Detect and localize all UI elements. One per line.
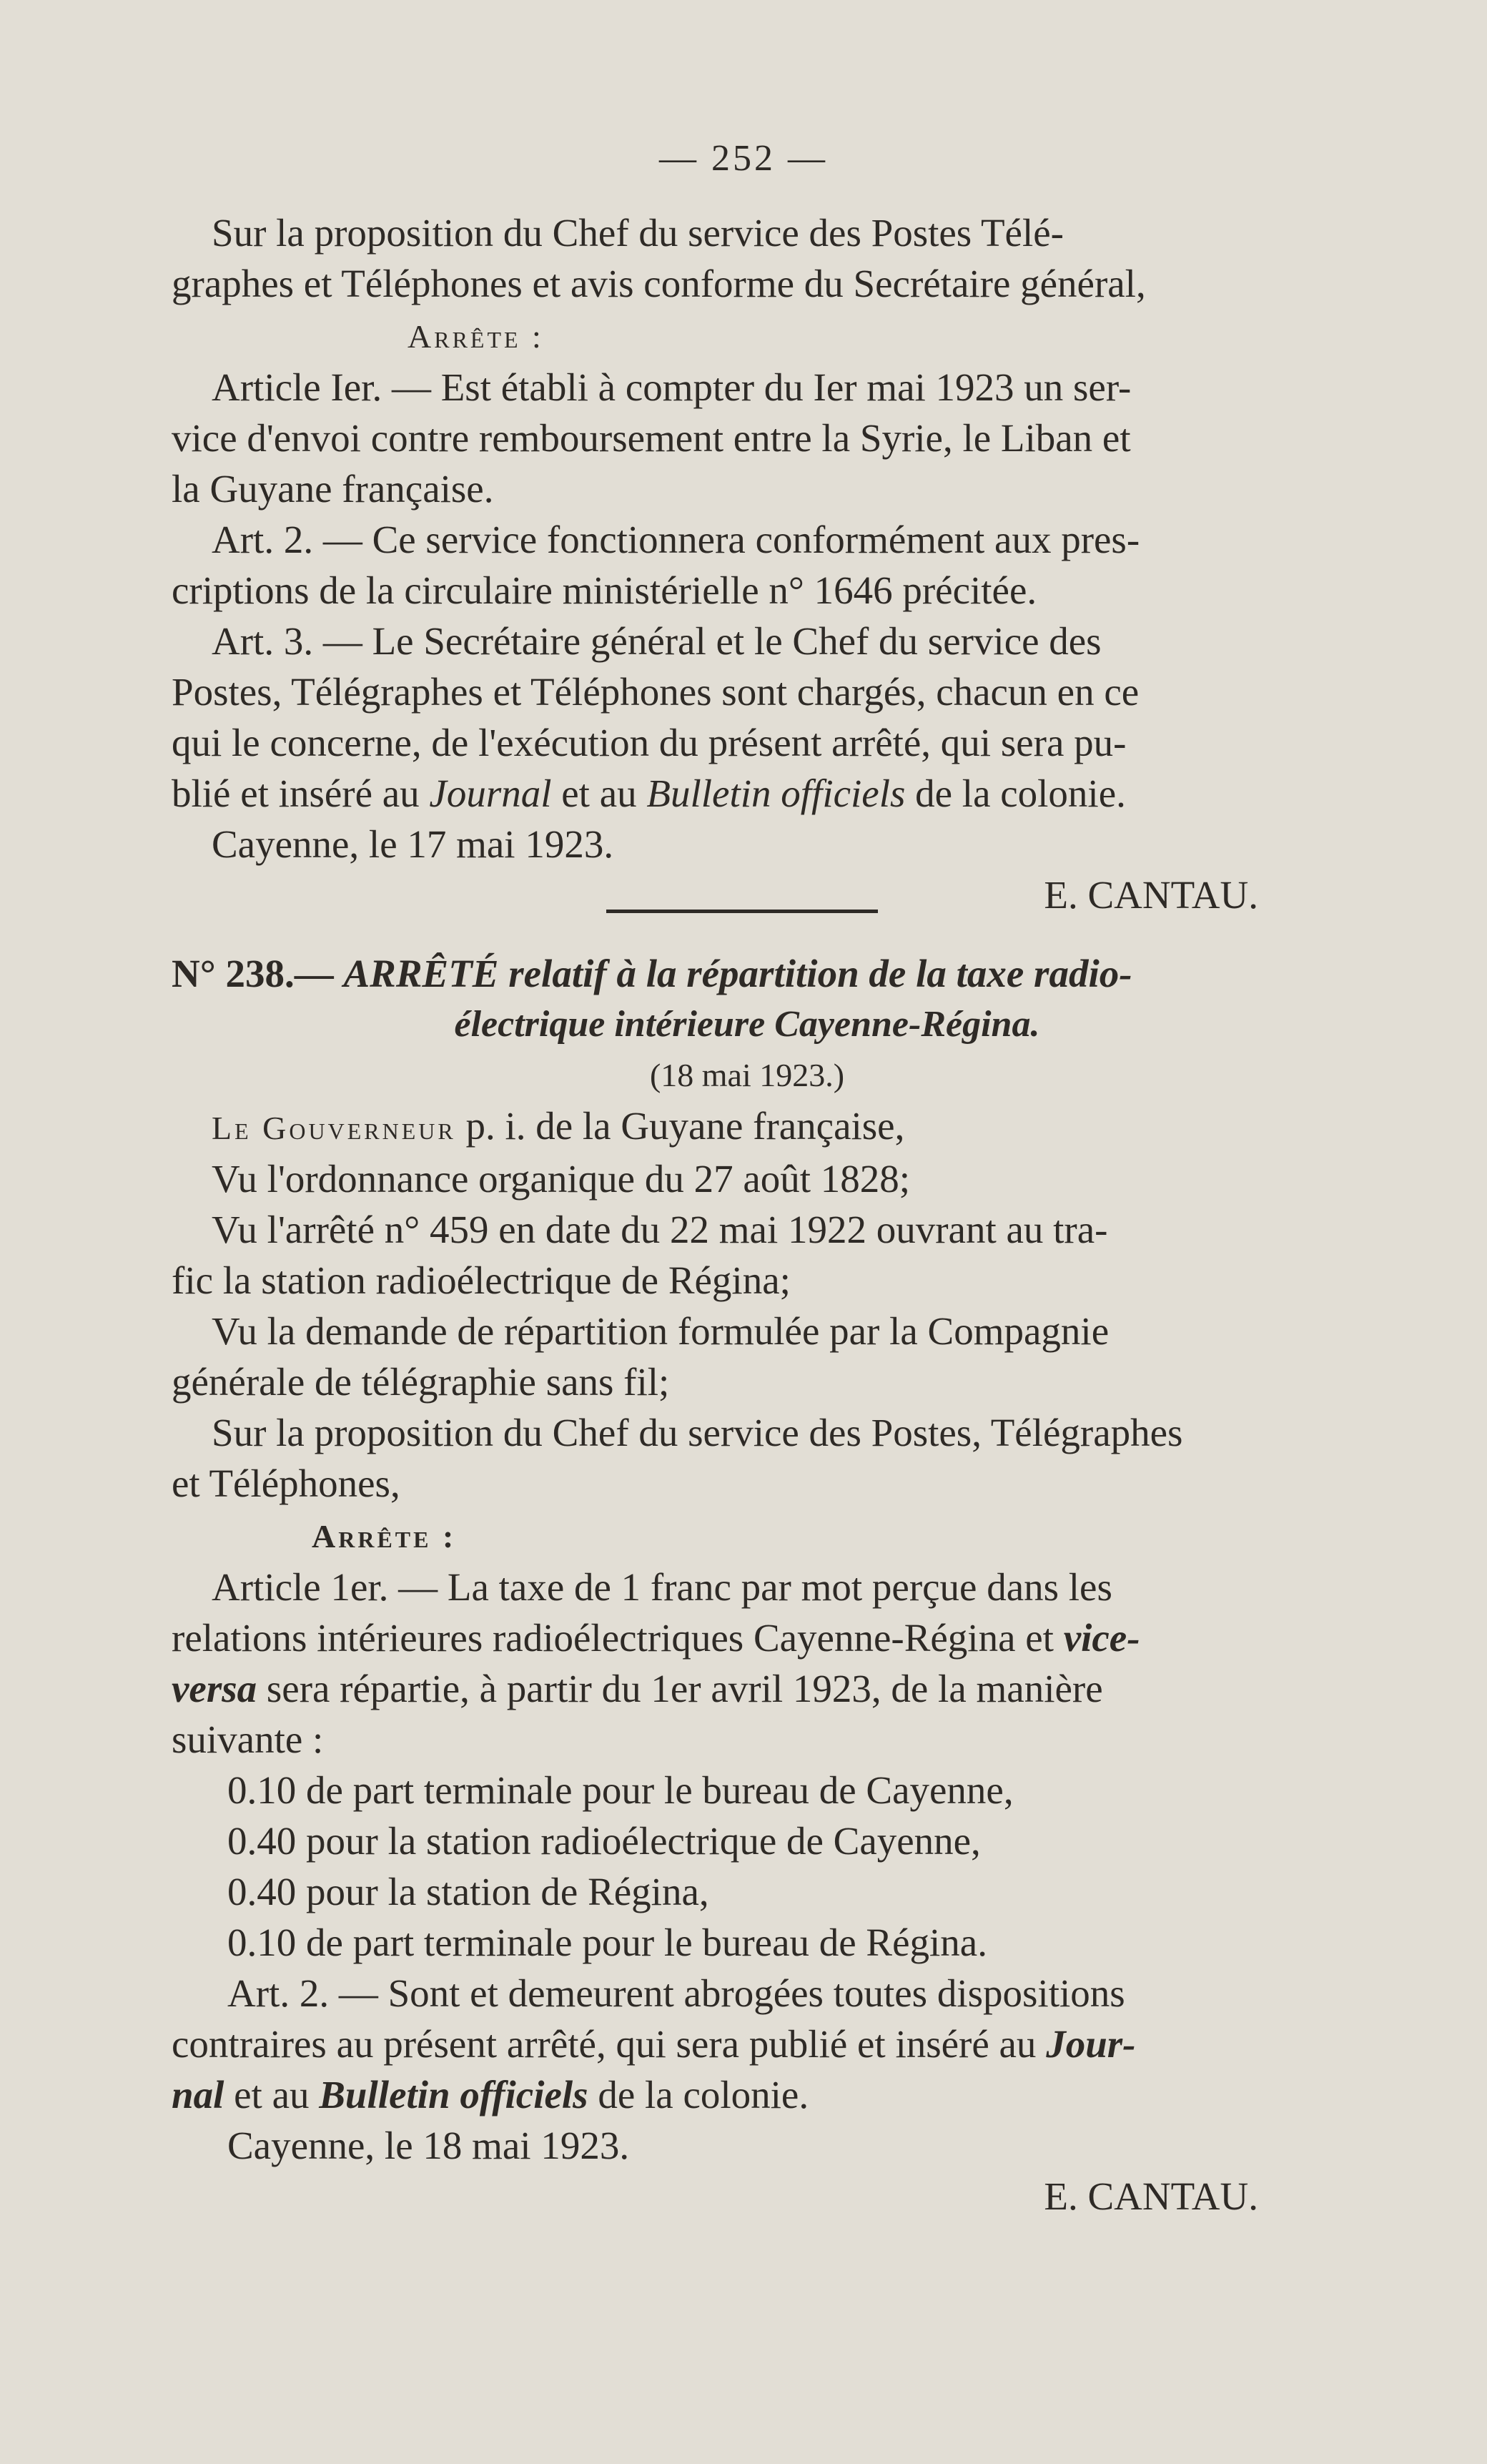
article-2-line	[172, 2069, 1323, 2120]
text-run: vice-	[1063, 1616, 1140, 1660]
text-run: et au	[551, 772, 647, 815]
text-run: relations intérieures radioélectriques Cayenne-Régina et	[172, 1616, 1064, 1660]
text-run: p. i. de la Guyane française,	[455, 1104, 905, 1148]
decree-number: N° 238.—	[172, 952, 334, 995]
bulletin-title: Bulletin officiels	[319, 2073, 588, 2116]
section-heading: Arrête :	[312, 1518, 457, 1554]
article-2-line: Art. 2. — Ce service fonctionnera conformément aux pres-	[212, 518, 1140, 561]
article-1-line	[172, 1612, 1323, 1663]
article-1-line: suivante :	[172, 1718, 324, 1761]
decree-date: (18 mai 1923.)	[649, 1057, 845, 1093]
article-1-line: la Guyane française.	[172, 467, 494, 511]
place-date: Cayenne, le 18 mai 1923.	[227, 2124, 630, 2167]
decree-1	[172, 207, 1323, 920]
considering-line: et Téléphones,	[172, 1462, 400, 1505]
text-run: blié et inséré au	[172, 772, 430, 815]
signature: E. CANTAU.	[1044, 2174, 1258, 2218]
text-run: et au	[224, 2073, 320, 2116]
text-run: sera répartie, à partir du 1er avril 1923, de la manière	[257, 1667, 1103, 1710]
article-3-line: Art. 3. — Le Secrétaire général et le Chef du service des	[212, 619, 1102, 663]
text-run: de la colonie.	[588, 2073, 809, 2116]
article-3-line: Postes, Télégraphes et Téléphones sont chargés, chacun en ce	[172, 670, 1140, 714]
considering-line: générale de télégraphie sans fil;	[172, 1360, 670, 1404]
governor-label: Le Gouverneur	[212, 1110, 456, 1146]
journal-title: nal	[172, 2073, 224, 2116]
considering-line: Vu l'arrêté n° 459 en date du 22 mai 1922 ouvrant au tra-	[212, 1208, 1108, 1251]
place-date: Cayenne, le 17 mai 1923.	[212, 822, 614, 866]
allocation-item: 0.40 pour la station radioélectrique de Cayenne,	[227, 1819, 981, 1863]
intro-line: Sur la proposition du Chef du service des Postes Télé-	[212, 211, 1064, 255]
intro-line: graphes et Téléphones et avis conforme du Secrétaire général,	[172, 262, 1146, 305]
separator-rule	[606, 910, 878, 913]
decree-title: électrique intérieure Cayenne-Régina.	[454, 1004, 1040, 1045]
page-number: — 252 —	[659, 138, 828, 179]
signature: E. CANTAU.	[1044, 873, 1258, 917]
article-2-line: Art. 2. — Sont et demeurent abrogées toutes dispositions	[227, 1971, 1125, 2015]
considering-line: Vu l'ordonnance organique du 27 août 1828;	[212, 1157, 911, 1201]
article-3-line	[172, 768, 1323, 819]
article-3-line: qui le concerne, de l'exécution du présent arrêté, qui sera pu-	[172, 721, 1127, 764]
section-heading: Arrête :	[407, 318, 544, 355]
journal-title: Journal	[429, 772, 552, 815]
bulletin-title: Bulletin officiels	[646, 772, 906, 815]
journal-title: Jour-	[1046, 2022, 1136, 2066]
considering-line: Sur la proposition du Chef du service des Postes, Télégraphes	[212, 1411, 1183, 1454]
text-run: de la colonie.	[905, 772, 1126, 815]
article-1-line	[172, 1663, 1323, 1714]
considering-line: fic la station radioélectrique de Régina;	[172, 1258, 791, 1302]
text-run: contraires au présent arrêté, qui sera publié et inséré au	[172, 2022, 1047, 2066]
considering-line: Vu la demande de répartition formulée par la Compagnie	[212, 1309, 1110, 1353]
allocation-item: 0.10 de part terminale pour le bureau de Cayenne,	[227, 1768, 1014, 1812]
allocation-item: 0.40 pour la station de Régina,	[227, 1870, 709, 1913]
decree-238	[172, 948, 1323, 2222]
article-2-line	[172, 2019, 1323, 2069]
article-2-line: criptions de la circulaire ministérielle n° 1646 précitée.	[172, 568, 1037, 612]
article-1-line: Article Ier. — Est établi à compter du Ier mai 1923 un ser-	[212, 365, 1132, 409]
decree-title: ARRÊTÉ relatif à la répartition de la taxe radio-	[343, 952, 1132, 995]
article-1-line: Article 1er. — La taxe de 1 franc par mot perçue dans les	[212, 1565, 1112, 1609]
allocation-item: 0.10 de part terminale pour le bureau de Régina.	[227, 1921, 987, 1964]
article-1-line: vice d'envoi contre remboursement entre la Syrie, le Liban et	[172, 416, 1131, 460]
text-run: versa	[172, 1667, 257, 1710]
